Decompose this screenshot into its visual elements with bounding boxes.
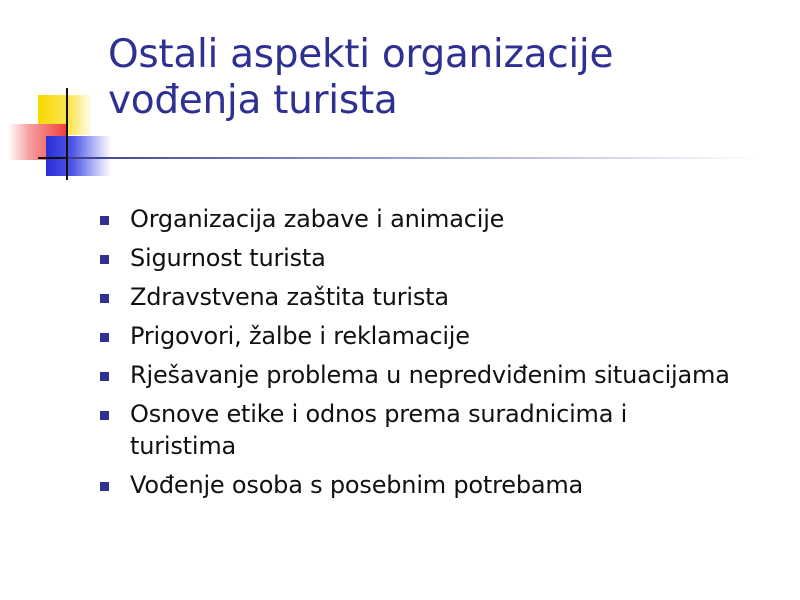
bullet-text: Prigovori, žalbe i reklamacije <box>130 322 470 350</box>
bullet-item <box>100 469 740 501</box>
square-bullet-icon <box>100 411 109 420</box>
bullet-item <box>100 359 740 391</box>
bullet-item <box>100 398 740 462</box>
bullet-text: Sigurnost turista <box>130 244 326 272</box>
title-underline-rule <box>68 157 760 159</box>
square-bullet-icon <box>100 216 109 225</box>
bullet-text: Vođenje osoba s posebnim potrebama <box>130 471 584 499</box>
bullet-item <box>100 320 740 352</box>
bullet-text: Osnove etike i odnos prema suradnicima i turistima <box>130 400 628 460</box>
bullet-text: Zdravstvena zaštita turista <box>130 283 449 311</box>
square-bullet-icon <box>100 372 109 381</box>
bullet-item <box>100 281 740 313</box>
bullet-item <box>100 203 740 235</box>
bullet-list <box>100 203 740 508</box>
square-bullet-icon <box>100 482 109 491</box>
square-bullet-icon <box>100 255 109 264</box>
square-bullet-icon <box>100 333 109 342</box>
slide-title <box>108 32 768 124</box>
bullet-text: Organizacija zabave i animacije <box>130 205 505 233</box>
bullet-item <box>100 242 740 274</box>
vertical-crosshair-line <box>66 88 68 180</box>
blue-square-decoration <box>46 136 111 176</box>
corner-logo-decoration <box>0 0 120 190</box>
slide-title-line-1: Ostali aspekti organizacije <box>108 32 614 77</box>
square-bullet-icon <box>100 294 109 303</box>
bullet-text: Rješavanje problema u nepredviđenim situacijama <box>130 361 730 389</box>
slide-title-line-2: vođenja turista <box>108 78 398 123</box>
